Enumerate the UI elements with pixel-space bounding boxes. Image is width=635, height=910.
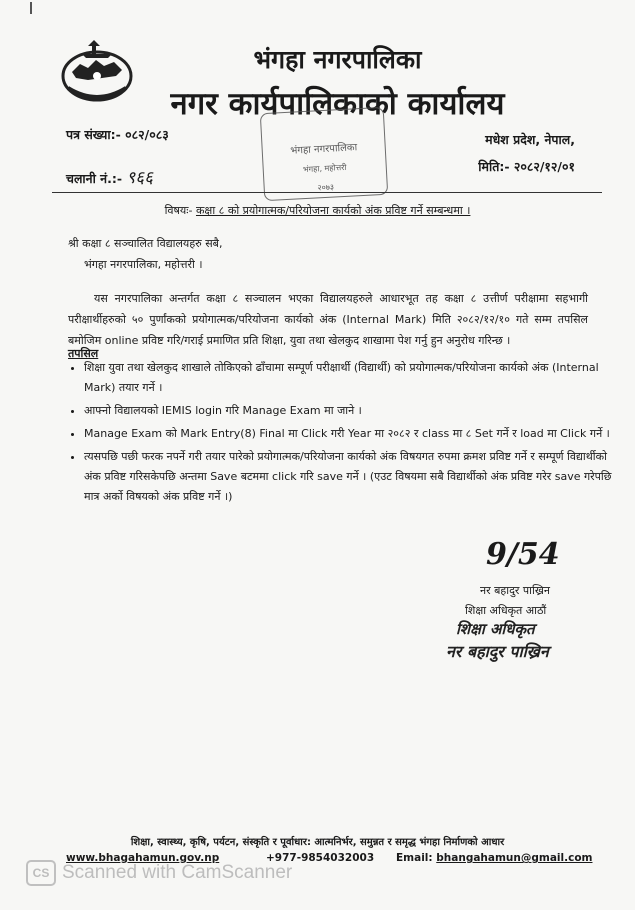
addressee-line-2: भंगहा नगरपालिका, महोत्तरी । xyxy=(84,258,203,271)
province: मधेश प्रदेश, नेपाल, xyxy=(485,132,575,147)
email-label: Email: xyxy=(396,852,433,864)
footer-motto: शिक्षा, स्वास्थ्य, कृषि, पर्यटन, संस्कृति र पूर्वाधार: आत्मनिर्भर, समुन्नत र समृद्ध भंगहा निर्माणको आधार xyxy=(130,837,505,848)
seal-name: नर बहादुर पाख्रिन xyxy=(446,642,549,661)
body-paragraph: यस नगरपालिका अन्तर्गत कक्षा ८ सञ्चालन भएका विद्यालयहरुले आधारभूत तह कक्षा ८ उत्तीर्ण परीक्षामा सहभागी परीक्षार्थीहरुको ५० पुर्णांकको प्रयोगात्मक/परियोजना कार्यको अंक (Internal Mark) मिति २०८२/१२/१० गते सम्म तपसिल बमोजिम online प्रविष्ट गरि/गराई प्रमाणित प्रति शिक्षा, युवा तथा खेलकुद शाखामा पेश गर्नु हुन अनुरोध गरिन्छ । xyxy=(68,292,588,347)
list-item: • त्यसपछि पछी फरक नपर्ने गरी तयार पारेको प्रयोगात्मक/परियोजना कार्यको अंक विषयगत रुपमा क्रमश प्रविष्ट गर्ने र सम्पूर्ण विद्यार्थीको अंक प्रविष्ट गरिसकेपछि अन्तमा Save बटममा click गरि save गर्ने । (एउट विषयमा सबै विद्यार्थीको अंक प्रविष्ट गरेर save गरेपछि मात्र अर्को विषयको अंक प्रविष्ट गर्ने ।) xyxy=(84,447,624,507)
stamp-line-1: भंगहा नगरपालिका xyxy=(290,142,358,157)
dispatch-label: चलानी नं.:- xyxy=(66,171,123,186)
email-address[interactable] xyxy=(396,852,592,864)
subject-label: विषयः- xyxy=(164,204,193,217)
office-name: नगर कार्यपालिकाको कार्यालय xyxy=(170,86,505,122)
scan-mark xyxy=(30,2,32,14)
instruction-list xyxy=(62,358,624,510)
addressee-line-1: श्री कक्षा ८ सञ्चालित विद्यालयहरु सबै, xyxy=(68,237,223,250)
header-divider xyxy=(52,192,602,193)
list-item: • Manage Exam को Mark Entry(8) Final मा Click गरी Year मा २०८२ र class मा ८ Set गर्ने र load मा Click गर्ने । xyxy=(84,424,624,444)
website-link[interactable]: www.bhagahamun.gov.np xyxy=(66,852,220,864)
email-value[interactable]: bhangahamun@gmail.com xyxy=(436,852,593,864)
signatory-name: नर बहादुर पाख्रिन xyxy=(480,584,550,597)
details-heading: तपसिल xyxy=(68,347,99,360)
subject-text: कक्षा ८ को प्रयोगात्मक/परियोजना कार्यको अंक प्रविष्ट गर्ने सम्बन्धमा । xyxy=(195,204,471,217)
stamp-line-3: २०७३ xyxy=(317,182,335,193)
subject-line xyxy=(0,203,635,218)
municipality-name: भंगहा नगरपालिका xyxy=(253,45,422,74)
watermark-text: Scanned with CamScanner xyxy=(62,862,293,884)
dispatch-number xyxy=(66,165,153,188)
signatory-title: शिक्षा अधिकृत आठौं xyxy=(465,604,547,617)
letter-date: मिति:- २०८२/१२/०१ xyxy=(478,159,575,174)
list-item: • आफ्नो विद्यालयको IEMIS login गरि Manage Exam मा जाने । xyxy=(84,401,624,421)
camscanner-logo-icon: CS xyxy=(26,860,56,886)
seal-title: शिक्षा अधिकृत xyxy=(456,620,535,638)
office-stamp xyxy=(260,107,388,201)
reference-number: पत्र संख्या:- ०८२/०८३ xyxy=(66,127,169,142)
signature: 9/54 xyxy=(486,537,560,572)
scanner-watermark xyxy=(26,860,292,886)
phone-number: +977-9854032003 xyxy=(266,852,375,864)
dispatch-value: ९६६ xyxy=(126,168,153,188)
list-item: • शिक्षा युवा तथा खेलकुद शाखाले तोकिएको ढाँचामा सम्पूर्ण परीक्षार्थी (विद्यार्थी) को प्रयोगात्मक/परियोजना कार्यको अंक (Internal Mark) तयार गर्ने । xyxy=(84,358,624,398)
stamp-line-2: भंगहा, महोत्तरी xyxy=(302,162,347,175)
